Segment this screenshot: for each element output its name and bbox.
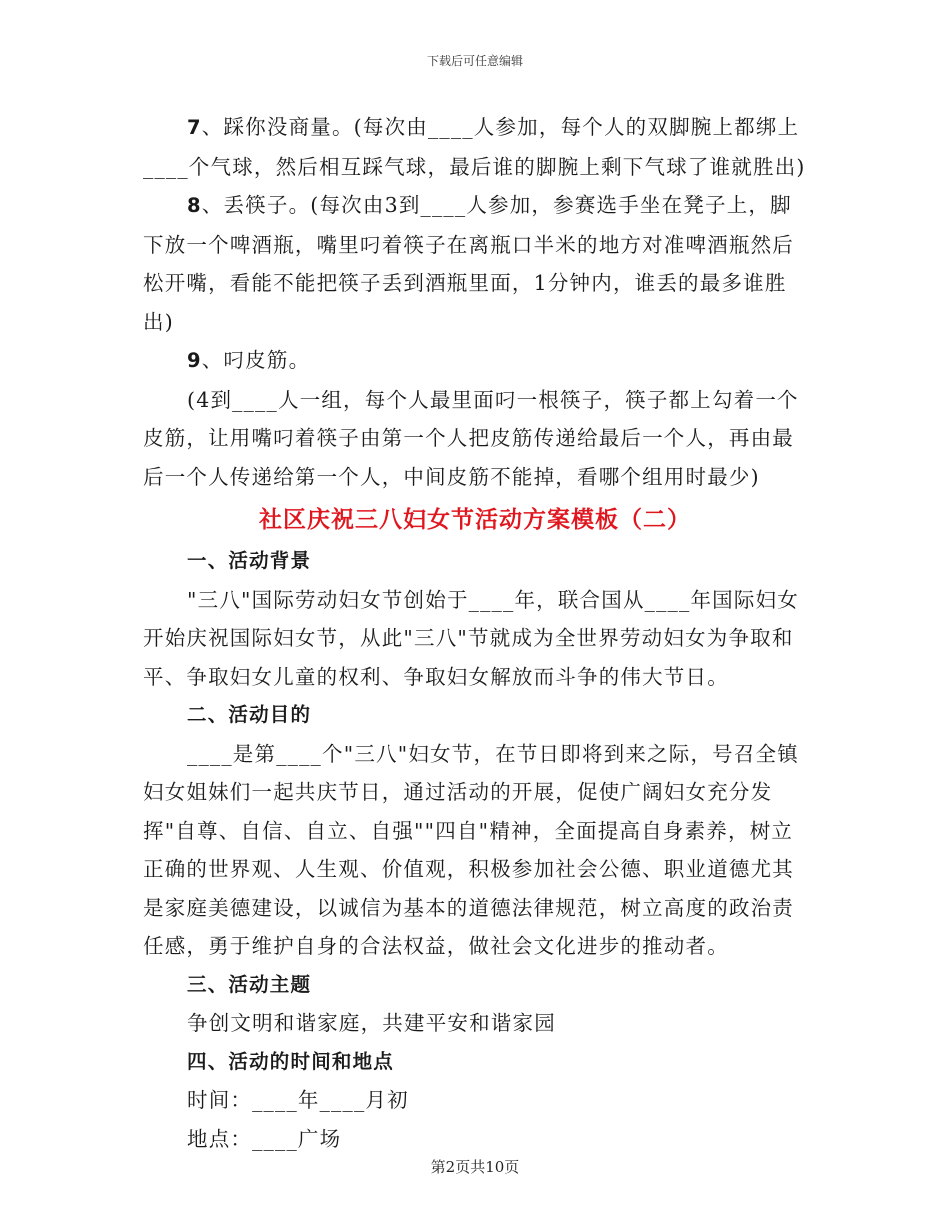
- section-time: 时间：____年____月初: [187, 1088, 409, 1112]
- document-title: 社区庆祝三八妇女节活动方案模板（二）: [259, 507, 691, 533]
- item-number: 9: [187, 349, 202, 372]
- item-number: 8: [187, 194, 202, 217]
- section-heading-theme: 三、活动主题: [187, 972, 312, 996]
- section-heading-time-place: 四、活动的时间和地点: [187, 1049, 395, 1073]
- page-footer: 第2页共10页: [430, 1158, 520, 1176]
- section-heading-purpose: 二、活动目的: [187, 703, 312, 726]
- item-text: 、叼皮筋。: [201, 348, 311, 372]
- item-number: 7: [187, 116, 202, 139]
- page-header: 下载后可任意编辑: [426, 54, 523, 68]
- section-heading-background: 一、活动背景: [187, 549, 312, 572]
- section-body-theme: 争创文明和谐家庭，共建平安和谐家园: [187, 1011, 556, 1035]
- section-place: 地点：____广场: [187, 1126, 342, 1151]
- item-text: 、丢筷子。(每次由3到____人参加，参赛选手坐在凳子上，脚下放一个啤酒瓶，嘴里叼着筷子在离瓶口半米的地方对准啤酒瓶然后松开嘴，看能不能把筷子丢到酒瓶里面，1分钟内，谁丢的最多谁胜出): [143, 193, 794, 334]
- item-text: 、踩你没商量。(每次由____人参加，每个人的双脚腕上都绑上____个气球，然后相互踩气球，最后谁的脚腕上剩下气球了谁就胜出): [143, 115, 806, 179]
- section-body-purpose: ____是第____个"三八"妇女节，在节日即将到来之际，号召全镇妇女姐妹们一起共庆节日，通过活动的开展，促使广阔妇女充分发挥"自尊、自信、自立、自强""四自"精神，全面提高自身素养，树立正确的世界观、人生观、价值观，积极参加社会公德、职业道德尤其是家庭美德建设，以诚信为基本的道德法律规范，树立高度的政治责任感，勇于维护自身的合法权益，做社会文化进步的推动者。: [143, 741, 799, 958]
- list-item-7: [143, 108, 807, 186]
- list-item-8: [143, 186, 807, 341]
- document-body: [143, 108, 807, 1158]
- item-9-detail: (4到____人一组，每个人最里面叼一根筷子，筷子都上勾着一个皮筋，让用嘴叼着筷子由第一个人把皮筋传递给最后一个人，再由最后一个人传递给第一个人，中间皮筋不能掉，看哪个组用时最少): [143, 387, 799, 489]
- list-item-9: [143, 341, 807, 381]
- section-body-background: "三八"国际劳动妇女节创始于____年，联合国从____年国际妇女开始庆祝国际妇女节，从此"三八"节就成为全世界劳动妇女为争取和平、争取妇女儿童的权利、争取妇女解放而斗争的伟大节日。: [143, 587, 799, 689]
